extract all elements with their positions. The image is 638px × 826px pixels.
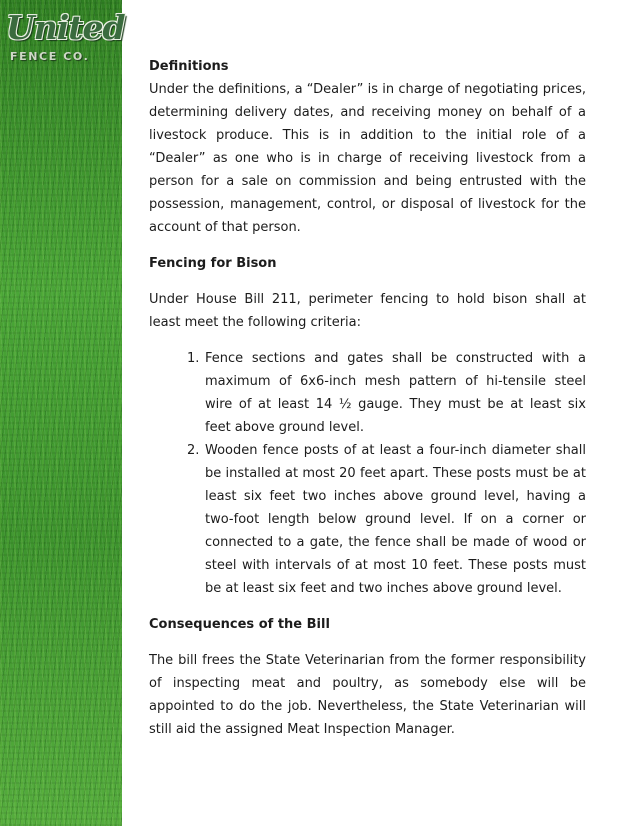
logo-subtitle: FENCE CO.: [10, 50, 90, 63]
logo-wordmark: United: [6, 8, 125, 47]
list-item-number: 1.: [187, 351, 200, 366]
list-item: [149, 439, 586, 600]
consequences-paragraph: The bill frees the State Veterinarian from the former responsibility of inspecting meat and poultry, as somebody else will be appointed to do the job. Nevertheless, the State Veterinarian will still aid the assigned Meat Inspection Manager.: [149, 653, 586, 737]
document-body: [149, 55, 586, 741]
grass-sidebar: [0, 0, 125, 826]
definitions-paragraph: Under the definitions, a “Dealer” is in charge of negotiating prices, determining delivery dates, and receiving money on behalf of a livestock produce. This is in addition to the initial role of a “Dealer” as one who is in charge of receiving livestock from a person for a sale on commission and being entrusted with the possession, management, control, or disposal of livestock for the account of that person.: [149, 82, 586, 235]
list-item-number: 2.: [187, 443, 200, 458]
company-logo: [4, 8, 125, 66]
definitions-heading: Definitions: [149, 59, 229, 74]
fencing-heading: Fencing for Bison: [149, 256, 277, 271]
list-item-text: Wooden fence posts of at least a four-inch diameter shall be installed at most 20 feet apart. These posts must be at least six feet two inches above ground level, having a two-foot length below ground level. If on a corner or connected to a gate, the fence shall be made of wood or steel with intervals of at most 10 feet. These posts must be at least six feet and two inches above ground level.: [205, 443, 586, 596]
fencing-intro-paragraph: Under House Bill 211, perimeter fencing to hold bison shall at least meet the following criteria:: [149, 292, 586, 330]
consequences-heading: Consequences of the Bill: [149, 617, 330, 632]
list-item: [149, 347, 586, 439]
list-item-text: Fence sections and gates shall be constructed with a maximum of 6x6-inch mesh pattern of hi-tensile steel wire of at least 14 ½ gauge. They must be at least six feet above ground level.: [205, 351, 586, 435]
fencing-criteria-list: [149, 347, 586, 600]
